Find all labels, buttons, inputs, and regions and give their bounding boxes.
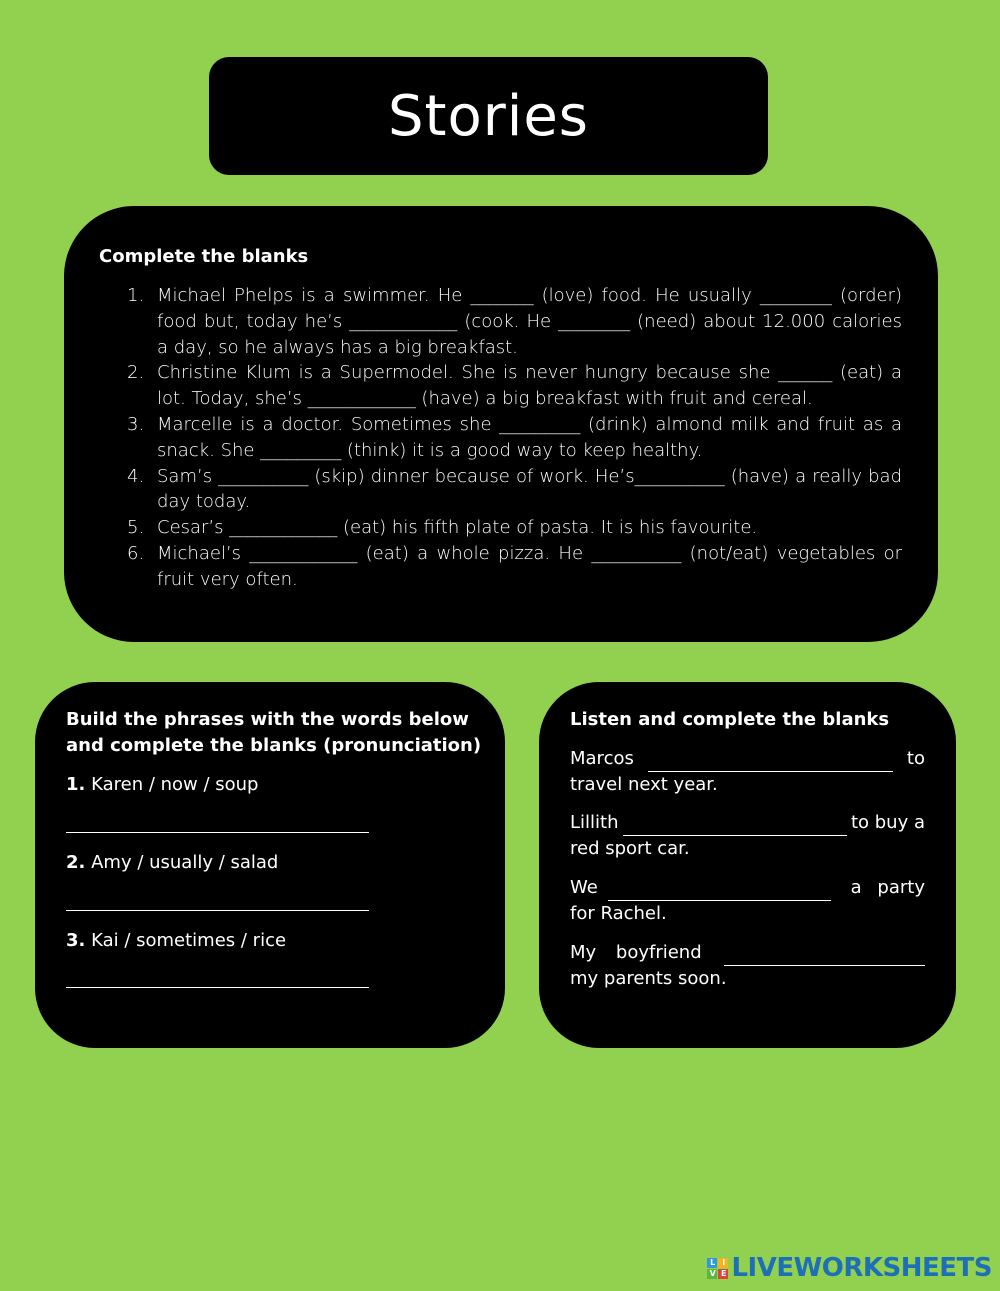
- listen-text-after: to: [906, 748, 925, 769]
- listen-item-1: [570, 746, 925, 798]
- sentence-text: Sam’s __________ (skip) dinner because of work. He’s__________ (have) a really bad day today.: [157, 465, 902, 513]
- listen-text-before: We: [570, 877, 598, 898]
- sentence-text: Michael Phelps is a swimmer. He _______ (love) food. He usually ________ (order) food but, today he’s ____________ (cook. He ________ (need) about 12.000 calories a day, so he always has a big breakfast.: [157, 285, 902, 358]
- listen-text-rest: travel next year.: [570, 774, 718, 795]
- phrase-words: Amy / usually / salad: [85, 852, 279, 873]
- listen-text-rest: for Rachel.: [570, 903, 667, 924]
- list-item: [127, 515, 902, 541]
- complete-blanks-heading: Complete the blanks: [99, 246, 309, 267]
- logo-mark-icon: L I V E: [707, 1258, 728, 1279]
- sentence-text: Marcelle is a doctor. Sometimes she _________ (drink) almond milk and fruit as a snack. She _________ (think) it is a good way to keep healthy.: [157, 413, 902, 461]
- listen-panel: [539, 682, 956, 1048]
- item-number: 1.: [127, 285, 145, 306]
- listen-text-rest: red sport car.: [570, 838, 690, 859]
- phrase-prompt-1: [66, 772, 258, 798]
- build-phrases-heading: Build the phrases with the words below and complete the blanks (pronunciation): [66, 709, 482, 756]
- page-title: Stories: [388, 83, 589, 149]
- item-number: 2.: [127, 362, 145, 384]
- list-item: [127, 541, 902, 593]
- listen-text-before: Marcos: [570, 748, 634, 769]
- logo-text: LIVEWORKSHEETS: [731, 1253, 992, 1283]
- phrase-words: Karen / now / soup: [85, 774, 259, 795]
- item-number: 3.: [127, 413, 145, 435]
- listen-text-before: Lillith: [570, 812, 619, 833]
- sentence-text: Christine Klum is a Supermodel. She is never hungry because she ______ (eat) a lot. Today, she’s ____________ (have) a big breakfast with fruit and cereal.: [157, 362, 902, 410]
- item-number: 2.: [66, 852, 86, 873]
- listen-item-3: [570, 875, 925, 927]
- listen-text-after: to buy a: [850, 812, 925, 833]
- list-item: [127, 464, 902, 516]
- blank-input[interactable]: [648, 753, 893, 772]
- item-number: 6.: [127, 542, 145, 564]
- listen-text-after: a party: [850, 877, 925, 898]
- answer-line-3[interactable]: [66, 987, 369, 988]
- phrase-prompt-3: [66, 928, 286, 954]
- liveworksheets-logo: [707, 1253, 992, 1283]
- sentence-list: [127, 283, 902, 593]
- item-number: 5.: [127, 517, 145, 539]
- listen-text-rest: my parents soon.: [570, 968, 727, 989]
- blank-input[interactable]: [724, 947, 925, 966]
- listen-item-4: [570, 940, 925, 992]
- sentence-text: Michael’s ____________ (eat) a whole pizza. He __________ (not/eat) vegetables or fruit very often.: [157, 542, 902, 590]
- answer-line-2[interactable]: [66, 910, 369, 911]
- list-item: [127, 360, 902, 412]
- title-banner: [209, 57, 768, 175]
- listen-heading: Listen and complete the blanks: [570, 709, 890, 730]
- answer-line-1[interactable]: [66, 832, 369, 833]
- item-number: 1.: [66, 774, 86, 795]
- phrase-words: Kai / sometimes / rice: [85, 930, 287, 951]
- blank-input[interactable]: [608, 882, 831, 901]
- list-item: [127, 412, 902, 464]
- item-number: 3.: [66, 930, 86, 951]
- list-item: [127, 283, 902, 360]
- blank-input[interactable]: [623, 817, 847, 836]
- item-number: 4.: [127, 465, 145, 487]
- complete-blanks-panel: [64, 206, 938, 642]
- sentence-text: Cesar’s ____________ (eat) his fifth plate of pasta. It is his favourite.: [157, 517, 758, 539]
- phrase-prompt-2: [66, 850, 278, 876]
- listen-text-before: My boyfriend: [570, 942, 702, 963]
- listen-item-2: [570, 810, 925, 862]
- build-phrases-panel: [35, 682, 505, 1048]
